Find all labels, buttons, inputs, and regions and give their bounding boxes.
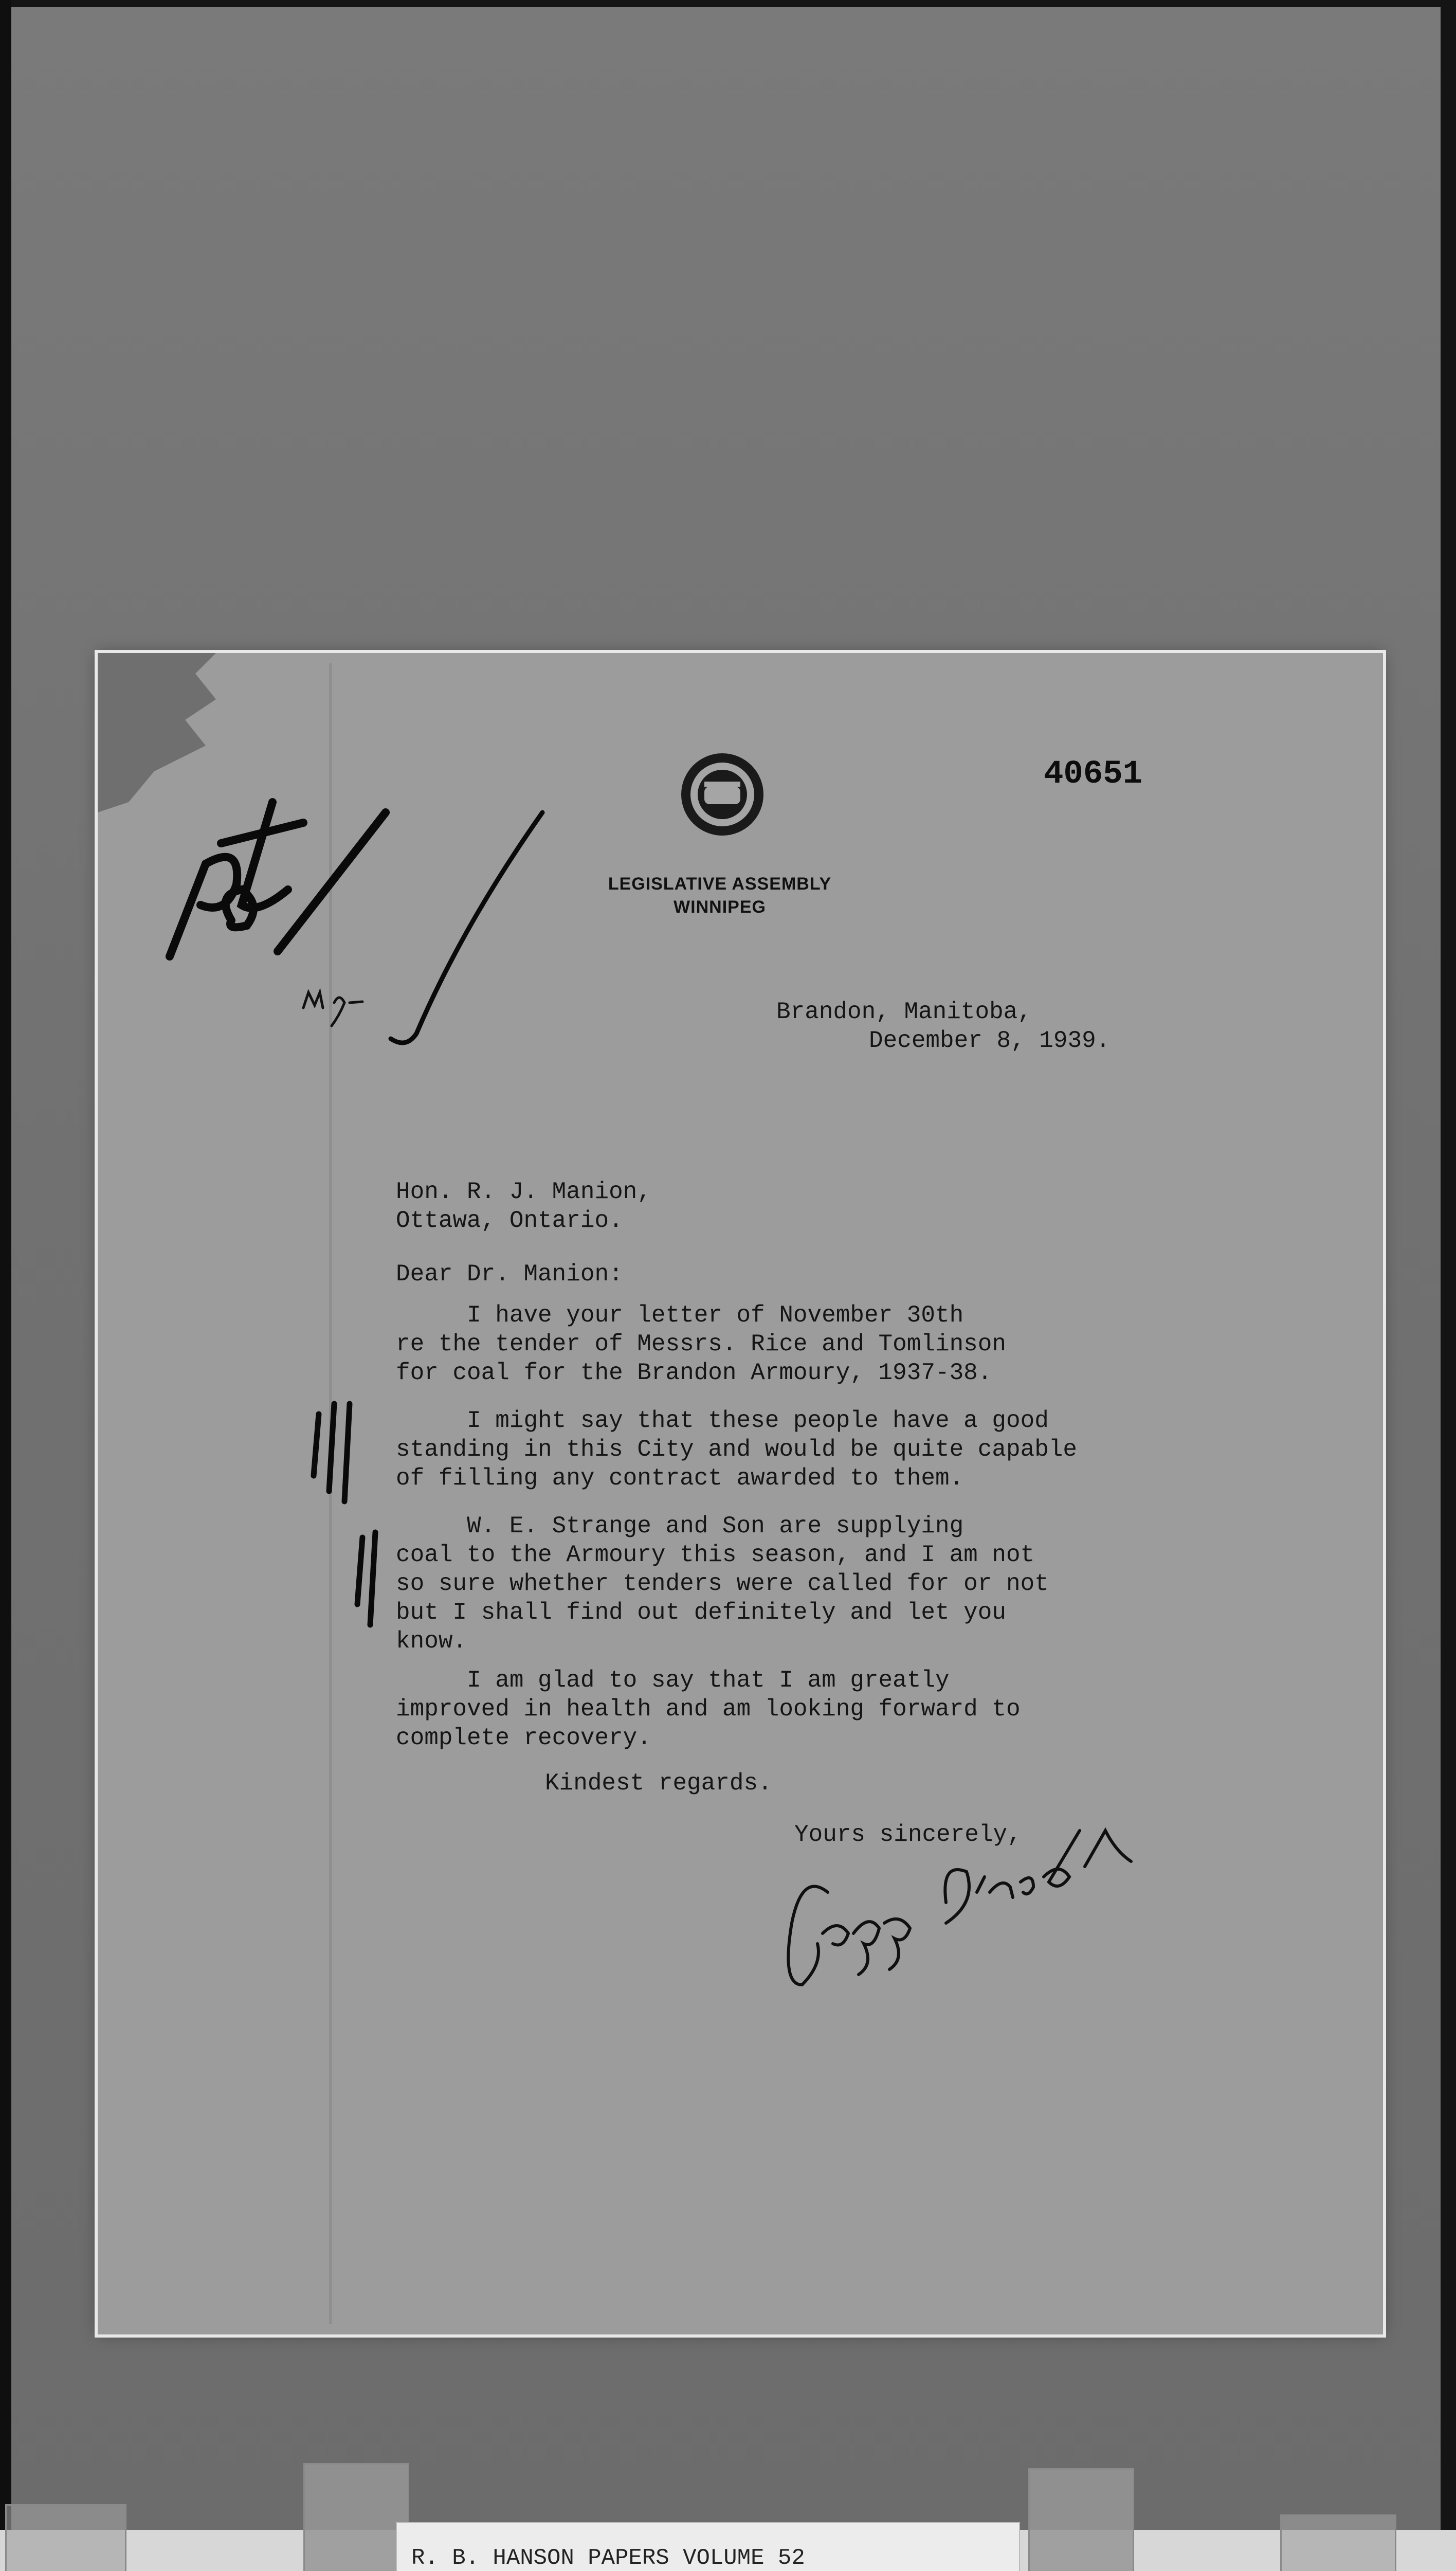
tape-strip: [1028, 2468, 1134, 2571]
recipient-name: Hon. R. J. Manion,: [396, 1179, 651, 1205]
tape-strip: [1280, 2514, 1396, 2571]
tape-strip: [303, 2463, 409, 2571]
margin-tally-marks: [314, 1404, 375, 1625]
note-pat-handwriting: [170, 802, 386, 956]
signature-handwriting: [788, 1831, 1131, 1985]
signoff: Yours sincerely,: [794, 1821, 1022, 1848]
body-line: I have your letter of November 30th: [396, 1302, 964, 1329]
body-line: re the tender of Messrs. Rice and Tomlinson: [396, 1331, 1006, 1357]
body-line: I might say that these people have a good: [396, 1407, 1049, 1434]
letter-place: Brandon, Manitoba,: [776, 999, 1032, 1025]
body-line: complete recovery.: [396, 1725, 651, 1751]
body-line: improved in health and am looking forward to: [396, 1696, 1021, 1723]
body-line: W. E. Strange and Son are supplying: [396, 1513, 964, 1540]
body-line: but I shall find out definitely and let you: [396, 1599, 1006, 1626]
body-line: for coal for the Brandon Armoury, 1937-38.: [396, 1360, 992, 1386]
body-line: of filling any contract awarded to them.: [396, 1465, 964, 1492]
body-line: know.: [396, 1628, 467, 1655]
archive-label: R. B. HANSON PAPERS VOLUME 52: [411, 2545, 805, 2571]
body-line: coal to the Armoury this season, and I am not: [396, 1542, 1035, 1568]
letterhead-assembly: LEGISLATIVE ASSEMBLY: [608, 874, 832, 894]
recipient-address: Ottawa, Ontario.: [396, 1207, 623, 1234]
initials-handwriting: [303, 992, 362, 1026]
tape-strip: [5, 2504, 126, 2571]
closing-regards: Kindest regards.: [545, 1770, 772, 1797]
document-number: 40651: [1044, 756, 1143, 793]
salutation: Dear Dr. Manion:: [396, 1261, 623, 1288]
letter-date: December 8, 1939.: [869, 1027, 1111, 1054]
body-line: standing in this City and would be quite capable: [396, 1436, 1078, 1463]
letterhead-city: WINNIPEG: [674, 897, 766, 917]
body-line: so sure whether tenders were called for or not: [396, 1570, 1049, 1597]
body-line: I am glad to say that I am greatly: [396, 1667, 950, 1694]
check-mark: [391, 812, 542, 1043]
